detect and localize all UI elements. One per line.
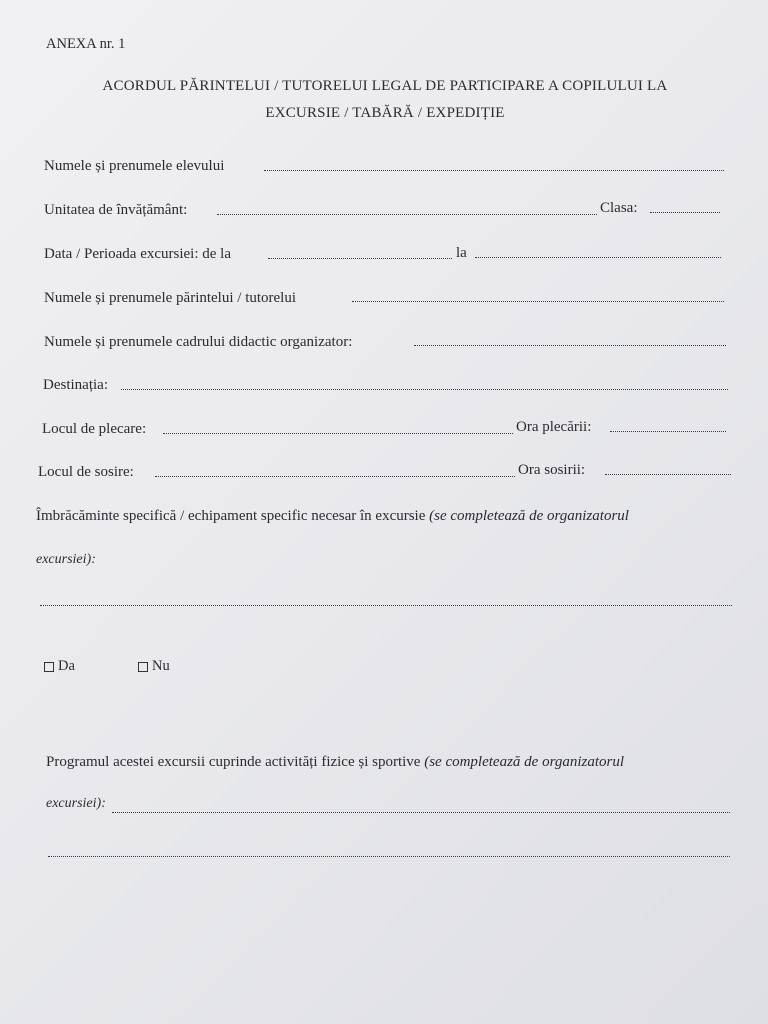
destination-field[interactable]: [121, 389, 728, 390]
parent-name-field[interactable]: [352, 301, 724, 302]
arrival-place-field[interactable]: [155, 476, 515, 477]
form-title-line-1: ACORDUL PĂRINTELUI / TUTORELUI LEGAL DE PARTICIPARE A COPILULUI LA: [102, 78, 668, 94]
equipment-label-text: Îmbrăcăminte specifică / echipament specific necesar în excursie: [36, 508, 426, 524]
option-no-label: Nu: [152, 658, 170, 675]
option-yes-label: Da: [58, 658, 75, 675]
arrival-time-field[interactable]: [605, 474, 731, 475]
option-no[interactable]: [138, 658, 170, 675]
parent-name-label: Numele și prenumele părintelui / tutorelui: [44, 290, 297, 306]
student-name-label: Numele și prenumele elevului: [44, 158, 225, 174]
equipment-label: [36, 508, 629, 525]
class-field[interactable]: [650, 212, 720, 213]
annex-label: ANEXA nr. 1: [46, 36, 126, 52]
departure-place-field[interactable]: [163, 433, 513, 434]
option-yes[interactable]: [44, 658, 75, 675]
student-name-field[interactable]: [264, 170, 724, 171]
period-to-label: la: [456, 245, 467, 261]
departure-time-field[interactable]: [610, 431, 726, 432]
checkbox-yes-icon[interactable]: [44, 662, 54, 672]
equipment-note-end: excursiei):: [36, 552, 96, 567]
equipment-field[interactable]: [40, 605, 732, 606]
program-label: [46, 754, 624, 771]
program-field-line-1[interactable]: [112, 812, 730, 813]
period-from-label: Data / Perioada excursiei: de la: [44, 246, 232, 262]
teacher-name-label: Numele și prenumele cadrului didactic organizator:: [44, 334, 353, 350]
program-note: (se completează de organizatorul: [424, 754, 625, 770]
period-to-field[interactable]: [475, 257, 721, 258]
destination-label: Destinația:: [43, 377, 108, 393]
class-label: Clasa:: [600, 200, 638, 216]
checkbox-no-icon[interactable]: [138, 662, 148, 672]
arrival-time-label: Ora sosirii:: [518, 462, 586, 478]
departure-place-label: Locul de plecare:: [42, 421, 147, 437]
program-label-text: Programul acestei excursii cuprinde activități fizice și sportive: [46, 754, 421, 770]
school-label: Unitatea de învățământ:: [44, 202, 188, 218]
program-note-end: excursiei):: [46, 796, 106, 811]
period-from-field[interactable]: [268, 258, 452, 259]
program-field-line-2[interactable]: [48, 856, 730, 857]
equipment-note: (se completează de organizatorul: [429, 508, 629, 524]
form-title-line-2: EXCURSIE / TABĂRĂ / EXPEDIȚIE: [265, 105, 505, 121]
school-field[interactable]: [217, 214, 597, 215]
teacher-name-field[interactable]: [414, 345, 726, 346]
departure-time-label: Ora plecării:: [516, 419, 592, 435]
arrival-place-label: Locul de sosire:: [38, 464, 134, 480]
